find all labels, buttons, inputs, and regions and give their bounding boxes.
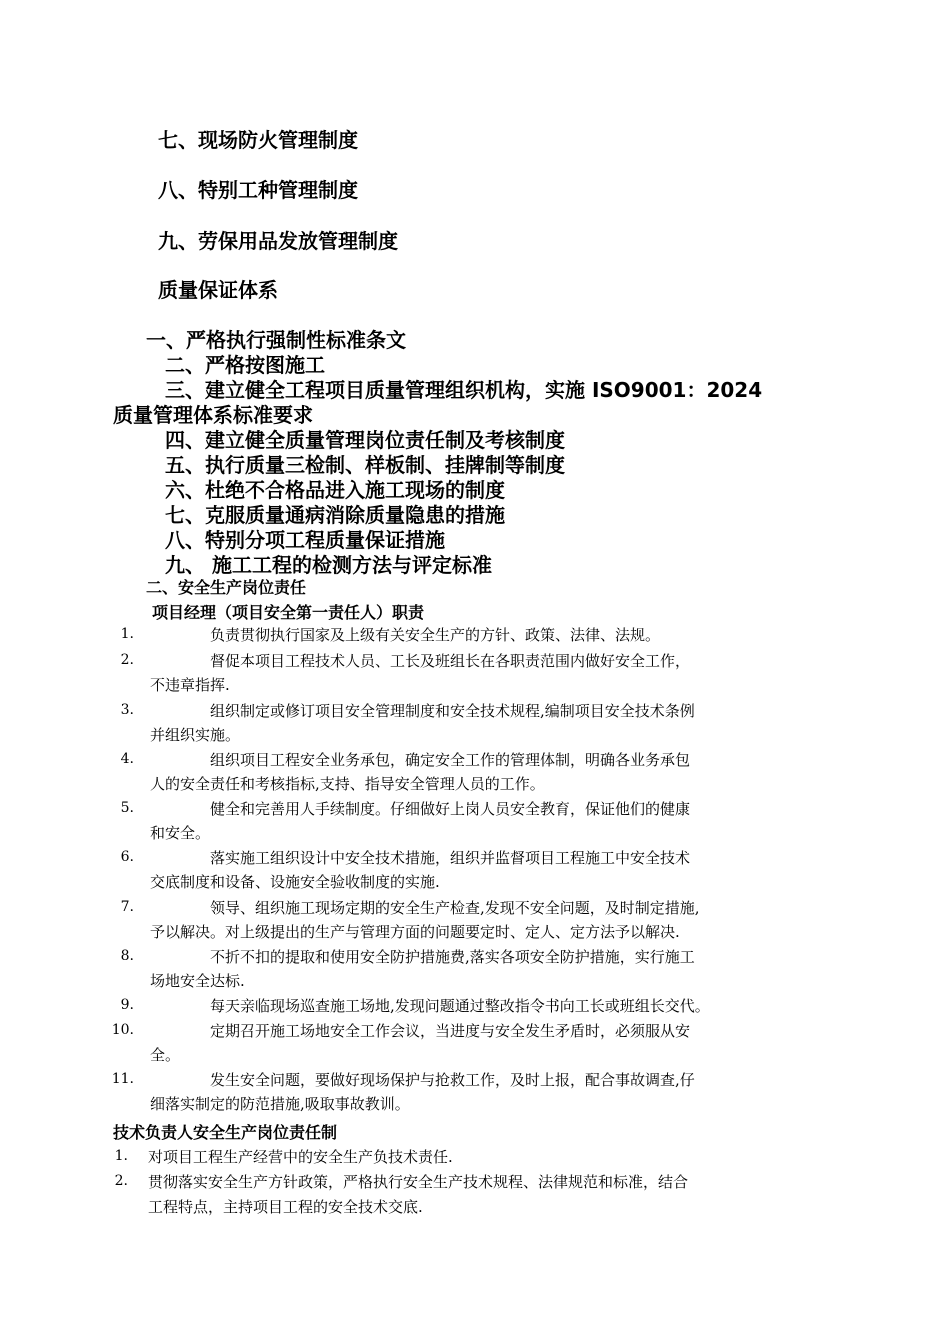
pm-item-text: 领导、组织施工现场定期的安全生产检查,发现不安全问题，及时制定措施, — [210, 899, 700, 917]
pm-item-text: 健全和完善用人手续制度。仔细做好上岗人员安全教育，保证他们的健康 — [210, 800, 691, 818]
pm-item-text: 定期召开施工场地安全工作会议，当进度与安全发生矛盾时，必须服从安 — [210, 1022, 691, 1040]
pm-item-number: 4. — [120, 751, 134, 767]
tech-item-text: 贯彻落实安全生产方针政策，严格执行安全生产技术规程、法律规范和标准，结合 — [148, 1173, 689, 1191]
pm-item-number: 11. — [111, 1071, 134, 1087]
pm-item-text-cont: 细落实制定的防范措施,吸取事故教训。 — [150, 1095, 410, 1113]
pm-item-text-cont: 人的安全责任和考核指标,支持、指导安全管理人员的工作。 — [150, 775, 545, 793]
quality-item-8: 八、特别分项工程质量保证措施 — [165, 528, 445, 552]
pm-item-text: 不折不扣的提取和使用安全防护措施费,落实各项安全防护措施，实行施工 — [210, 948, 695, 966]
pm-item-number: 8. — [120, 948, 134, 964]
pm-item-text: 督促本项目工程技术人员、工长及班组长在各职责范围内做好安全工作， — [210, 652, 691, 670]
heading-special-trades: 八、特别工种管理制度 — [158, 178, 358, 202]
pm-item-text: 发生安全问题，要做好现场保护与抢救工作，及时上报，配合事故调查,仔 — [210, 1071, 695, 1089]
quality-item-6: 六、杜绝不合格品进入施工现场的制度 — [165, 478, 505, 502]
pm-item-number: 3. — [120, 702, 134, 718]
quality-item-9: 九、 施工工程的检测方法与评定标准 — [165, 553, 492, 577]
pm-item-number: 5. — [120, 800, 134, 816]
quality-item-3-cont: 质量管理体系标准要求 — [113, 403, 313, 427]
pm-item-text-cont: 予以解决。对上级提出的生产与管理方面的问题要定时、定人、定方法予以解决. — [150, 923, 680, 941]
pm-item-number: 7. — [120, 899, 134, 915]
section-safety-responsibility-title: 二、安全生产岗位责任 — [146, 578, 307, 597]
pm-item-text-cont: 和安全。 — [150, 824, 211, 842]
pm-item-number: 1. — [120, 626, 134, 642]
pm-item-number: 10. — [111, 1022, 134, 1038]
tech-lead-duties-title: 技术负责人安全生产岗位责任制 — [113, 1123, 338, 1142]
quality-item-2: 二、严格按图施工 — [165, 353, 325, 377]
pm-item-number: 9. — [120, 997, 134, 1013]
tech-item-number: 2. — [114, 1173, 128, 1189]
pm-item-text-cont: 全。 — [150, 1046, 181, 1064]
project-manager-duties-title: 项目经理（项目安全第一责任人）职责 — [152, 603, 425, 622]
pm-item-text-cont: 并组织实施。 — [150, 726, 241, 744]
tech-item-text-cont: 工程特点，主持项目工程的安全技术交底. — [148, 1198, 423, 1216]
heading-fire-management: 七、现场防火管理制度 — [158, 128, 358, 152]
quality-item-1: 一、严格执行强制性标准条文 — [146, 328, 406, 352]
quality-item-5: 五、执行质量三检制、样板制、挂牌制等制度 — [165, 453, 565, 477]
pm-item-text-cont: 场地安全达标. — [150, 972, 245, 990]
pm-item-number: 2. — [120, 652, 134, 668]
heading-quality-assurance-system: 质量保证体系 — [158, 278, 278, 302]
quality-item-3: 三、建立健全工程项目质量管理组织机构，实施 ISO9001：2024 — [165, 378, 763, 402]
tech-item-number: 1. — [114, 1148, 128, 1164]
pm-item-text: 负责贯彻执行国家及上级有关安全生产的方针、政策、法律、法规。 — [210, 626, 661, 644]
pm-item-number: 6. — [120, 849, 134, 865]
quality-item-7: 七、克服质量通病消除质量隐患的措施 — [165, 503, 505, 527]
pm-item-text: 组织项目工程安全业务承包，确定安全工作的管理体制，明确各业务承包 — [210, 751, 691, 769]
pm-item-text-cont: 交底制度和设备、设施安全验收制度的实施. — [150, 873, 440, 891]
quality-item-4: 四、建立健全质量管理岗位责任制及考核制度 — [165, 428, 565, 452]
pm-item-text: 落实施工组织设计中安全技术措施，组织并监督项目工程施工中安全技术 — [210, 849, 691, 867]
pm-item-text-cont: 不违章指挥. — [150, 676, 230, 694]
pm-item-text: 组织制定或修订项目安全管理制度和安全技术规程,编制项目安全技术条例 — [210, 702, 695, 720]
tech-item-text: 对项目工程生产经营中的安全生产负技术责任. — [148, 1148, 453, 1166]
heading-protective-equipment: 九、劳保用品发放管理制度 — [158, 229, 398, 253]
pm-item-text: 每天亲临现场巡查施工场地,发现问题通过整改指令书向工长或班组长交代。 — [210, 997, 710, 1015]
